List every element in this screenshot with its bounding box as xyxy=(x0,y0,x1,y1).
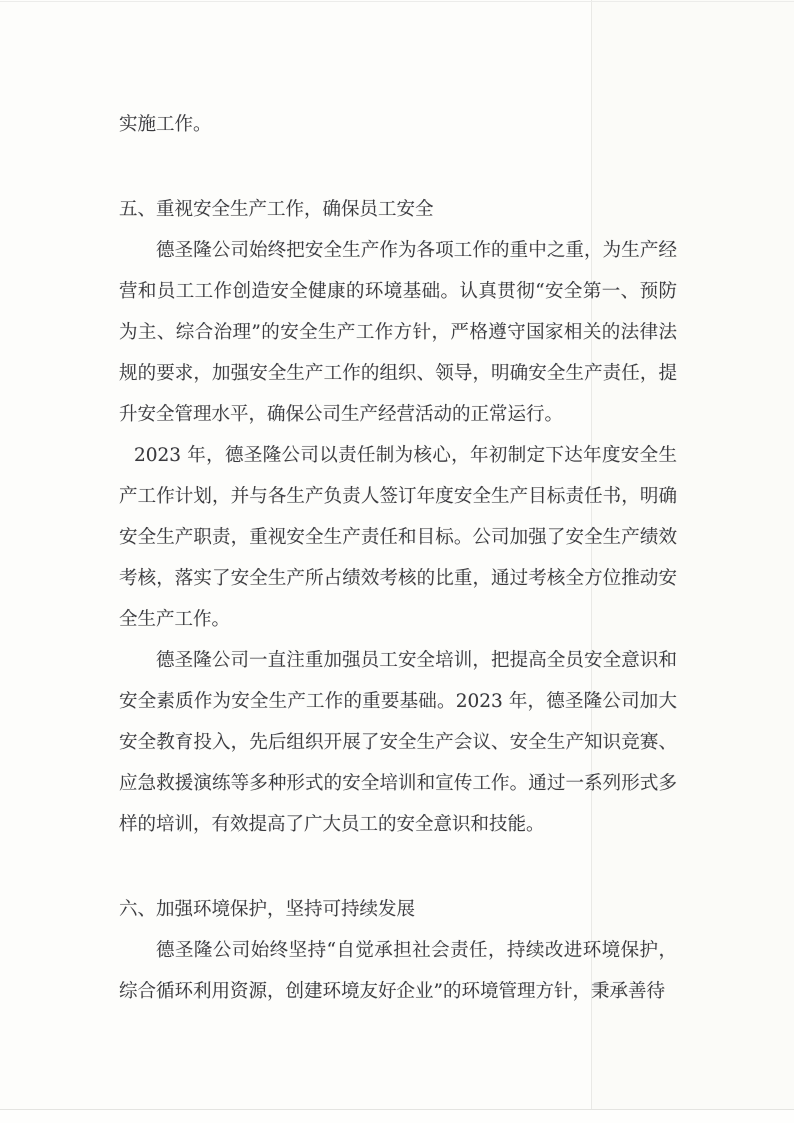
paragraph: 2023 年，德圣隆公司以责任制为核心，年初制定下达年度安全生产工作计划，并与各生产负责人签订年度安全生产目标责任书，明确安全生产职责，重视安全生产责任和目标。公司加强了安全生产绩效考核，落实了安全生产所占绩效考核的比重，通过考核全方位推动安全生产工作。 xyxy=(119,445,677,630)
paragraph: 德圣隆公司一直注重加强员工安全培训，把提高全员安全意识和安全素质作为安全生产工作的重要基础。2023 年，德圣隆公司加大安全教育投入，先后组织开展了安全生产会议、安全生产知识竞赛、应急救援演练等多种形式的安全培训和宣传工作。通过一系列形式多样的培训，有效提高了广大员工的安全意识和技能。 xyxy=(119,650,677,835)
text-column xyxy=(119,104,677,1012)
section-heading-5: 五、重视安全生产工作，确保员工安全 xyxy=(119,199,434,220)
paragraph: 德圣隆公司始终坚持“自觉承担社会责任，持续改进环境保护，综合循环利用资源，创建环境友好企业”的环境管理方针，秉承善待 xyxy=(119,940,677,1002)
paragraph: 德圣隆公司始终把安全生产作为各项工作的重中之重，为生产经营和员工工作创造安全健康的环境基础。认真贯彻“安全第一、预防为主、综合治理”的安全生产工作方针，严格遵守国家相关的法律法规的要求，加强安全生产工作的组织、领导，明确安全生产责任，提升安全管理水平，确保公司生产经营活动的正常运行。 xyxy=(119,240,677,425)
paragraph-continuation: 实施工作。 xyxy=(119,114,212,135)
section-heading-6: 六、加强环境保护，坚持可持续发展 xyxy=(119,899,416,920)
scan-edge-top-line xyxy=(0,1,794,2)
scan-edge-bottom-strip xyxy=(0,1110,794,1123)
